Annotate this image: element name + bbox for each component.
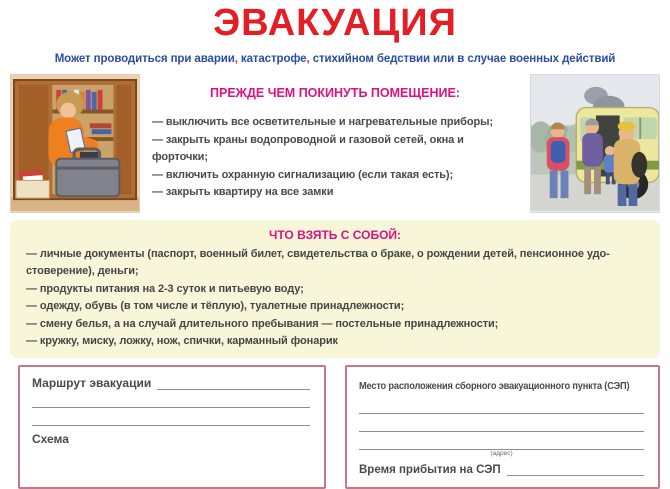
what-to-take-list <box>26 246 644 350</box>
what-to-take-section <box>10 220 660 358</box>
sep-blank-line <box>359 436 644 450</box>
boarding-bus-illustration <box>530 74 660 213</box>
before-leaving-section <box>146 74 524 202</box>
route-blank-line <box>157 376 310 390</box>
list-item: — включить охранную сигнализацию (если такая есть); <box>152 168 454 181</box>
boarding-bus-drawing <box>531 75 659 212</box>
poster-title: ЭВАКУАЦИЯ <box>213 2 457 44</box>
poster-subtitle: Может проводиться при аварии, катастрофе, стихийном бедствии или в случае военных действий <box>54 53 616 65</box>
sep-blank-line <box>359 400 644 414</box>
sep-location-label: Место расположения сборного эвакуационного пункта (СЭП) <box>359 380 630 393</box>
route-blank-line <box>32 412 310 426</box>
before-leaving-heading: ПРЕЖДЕ ЧЕМ ПОКИНУТЬ ПОМЕЩЕНИЕ: <box>210 86 460 100</box>
evacuation-route-box <box>18 365 326 489</box>
arrival-time-label: Время прибытия на СЭП <box>359 464 501 477</box>
middle-row <box>0 74 670 213</box>
address-hint: (адрес) <box>490 450 513 458</box>
list-item: — кружку, миску, ложку, нож, спички, карманный фонарик <box>26 335 338 348</box>
route-label: Маршрут эвакуации <box>32 376 152 391</box>
list-item: — продукты питания на 2-3 суток и питьевую воду; <box>26 282 304 295</box>
list-item: — смену белья, а на случай длительного пребывания — постельные принадлежности; <box>26 317 499 330</box>
list-item: — выключить все осветительные и нагревательные приборы; <box>152 116 493 128</box>
packing-suitcase-drawing <box>11 75 139 212</box>
sep-blank-line <box>359 480 644 489</box>
sep-location-box <box>345 365 660 489</box>
list-item: — закрыть квартиру на все замки <box>152 186 334 198</box>
form-boxes-row <box>0 365 670 489</box>
what-to-take-heading: ЧТО ВЗЯТЬ С СОБОЙ: <box>268 228 402 242</box>
arrival-blank-line <box>507 462 644 476</box>
route-blank-line <box>32 394 310 408</box>
packing-suitcase-illustration <box>10 74 140 213</box>
list-item: — личные документы (паспорт, военный билет, свидетельства о браке, о рождении детей, пенсионное удо-стоверение), деньги; <box>26 248 610 278</box>
sep-blank-line <box>359 418 644 432</box>
list-item: — закрыть краны водопроводной и газовой сетей, окна и форточки; <box>152 133 464 163</box>
before-leaving-list <box>148 114 522 202</box>
scheme-label: Схема <box>32 432 69 447</box>
list-item: — одежду, обувь (в том числе и тёплую), туалетные принадлежности; <box>26 300 405 313</box>
